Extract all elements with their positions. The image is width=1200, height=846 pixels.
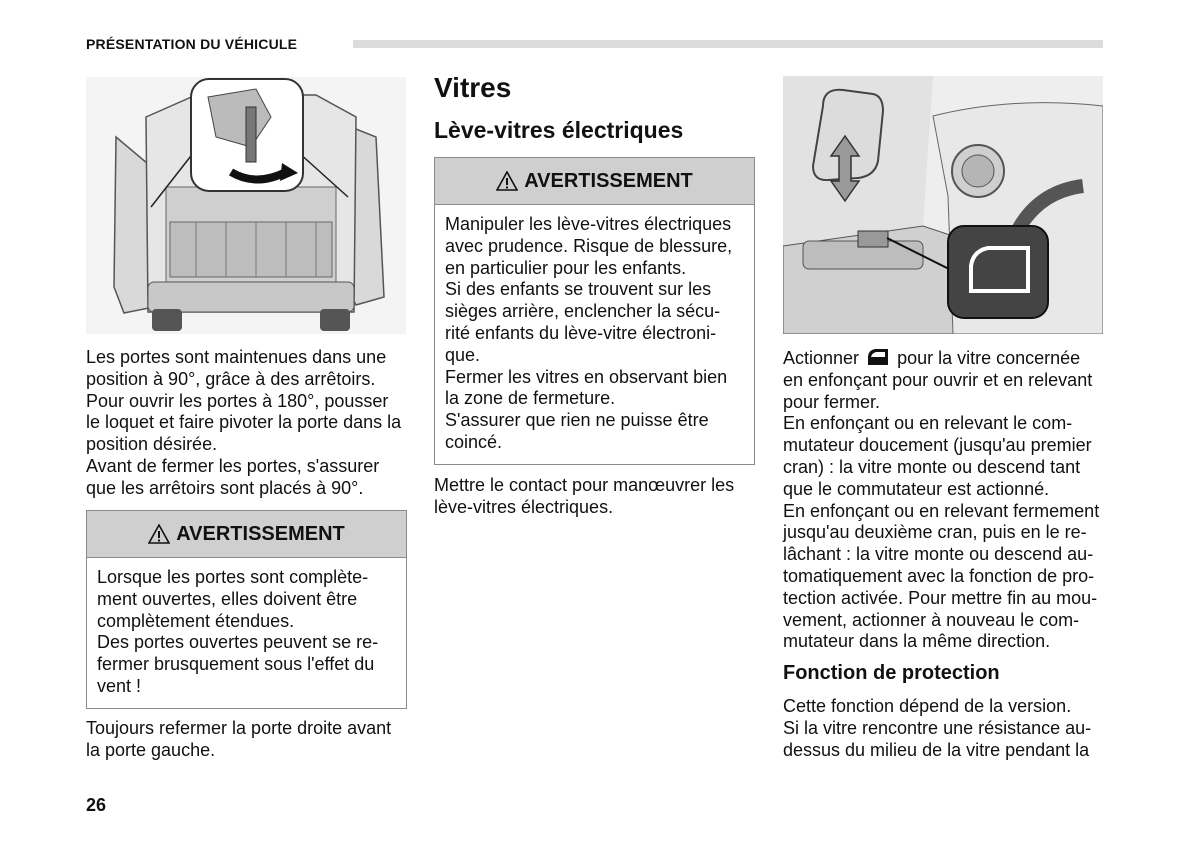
text-line: que. bbox=[445, 344, 481, 365]
warning-body bbox=[87, 558, 406, 708]
section-title: Vitres bbox=[434, 72, 512, 103]
text-line: coincé. bbox=[445, 431, 503, 452]
window-switch-illustration bbox=[783, 76, 1103, 334]
text-line: que les arrêtoirs sont placés à 90°. bbox=[86, 477, 364, 498]
section-subtitle: Lève-vitres électriques bbox=[434, 117, 684, 143]
text-segment: Actionner bbox=[783, 348, 860, 368]
text-line: jusqu'au deuxième cran, puis en le re- bbox=[783, 522, 1087, 543]
warning-header bbox=[435, 158, 754, 205]
text-line: avec prudence. Risque de blessure, bbox=[445, 235, 733, 256]
text-line: lève-vitres électriques. bbox=[434, 496, 614, 517]
text-line: En enfonçant ou en relevant le com- bbox=[783, 413, 1073, 434]
warning-triangle-icon bbox=[148, 524, 170, 544]
text-line: Fermer les vitres en observant bien bbox=[445, 366, 728, 387]
text-line: la porte gauche. bbox=[86, 739, 216, 760]
text-line: Des portes ouvertes peuvent se re- bbox=[97, 632, 379, 653]
doors-paragraph bbox=[86, 347, 406, 500]
protection-heading: Fonction de protection bbox=[783, 662, 1000, 684]
text-line: pour fermer. bbox=[783, 391, 881, 412]
warning-triangle-icon bbox=[496, 171, 518, 191]
text-line: Pour ouvrir les portes à 180°, pousser bbox=[86, 390, 389, 411]
text-line: ment ouvertes, elles doivent être bbox=[97, 588, 358, 609]
warning-header bbox=[87, 511, 406, 558]
window-switch-icon bbox=[866, 347, 890, 367]
text-line: sièges arrière, enclencher la sécu- bbox=[445, 301, 721, 322]
protection-paragraph bbox=[783, 696, 1113, 761]
text-line: cran) : la vitre monte ou descend tant bbox=[783, 456, 1081, 477]
text-line: lâchant : la vitre monte ou descend au- bbox=[783, 544, 1094, 565]
text-line: le loquet et faire pivoter la porte dans la bbox=[86, 412, 402, 433]
text-segment: pour la vitre concernée bbox=[897, 348, 1081, 368]
closing-order-paragraph bbox=[86, 718, 406, 762]
text-line: Toujours refermer la porte droite avant bbox=[86, 718, 392, 738]
text-line: vement, actionner à nouveau le com- bbox=[783, 609, 1080, 630]
text-line: en enfonçant pour ouvrir et en relevant bbox=[783, 369, 1093, 390]
rear-doors-illustration bbox=[86, 77, 406, 334]
text-line: position désirée. bbox=[86, 434, 218, 455]
text-line: position à 90°, grâce à des arrêtoirs. bbox=[86, 368, 376, 389]
text-line: fermer brusquement sous l'effet du bbox=[97, 654, 375, 675]
text-line: la zone de fermeture. bbox=[445, 388, 616, 409]
text-line: mutateur doucement (jusqu'au premier bbox=[783, 435, 1092, 456]
text-line: dessus du milieu de la vitre pendant la bbox=[783, 739, 1090, 760]
text-line: en particulier pour les enfants. bbox=[445, 257, 687, 278]
text-line: Avant de fermer les portes, s'assurer bbox=[86, 455, 380, 476]
text-line: En enfonçant ou en relevant fermement bbox=[783, 500, 1100, 521]
warning-body bbox=[435, 205, 754, 464]
text-line: Manipuler les lève-vitres électriques bbox=[445, 214, 732, 234]
running-header: PRÉSENTATION DU VÉHICULE bbox=[86, 36, 298, 52]
text-line: Lorsque les portes sont complète- bbox=[97, 567, 369, 587]
header-divider bbox=[353, 40, 1103, 48]
text-line: Si des enfants se trouvent sur les bbox=[445, 279, 712, 300]
warning-title: AVERTISSEMENT bbox=[176, 522, 345, 545]
text-line-with-icon bbox=[783, 347, 1113, 370]
doors-warning-box bbox=[86, 510, 407, 709]
window-operation-paragraph bbox=[783, 347, 1113, 653]
windows-warning-box bbox=[434, 157, 755, 465]
text-line: Cette fonction dépend de la version. bbox=[783, 696, 1072, 716]
text-line: complètement étendues. bbox=[97, 610, 295, 631]
text-line: Si la vitre rencontre une résistance au- bbox=[783, 717, 1092, 738]
text-line: S'assurer que rien ne puisse être bbox=[445, 410, 709, 431]
text-line: tection activée. Pour mettre fin au mou- bbox=[783, 587, 1098, 608]
page-number: 26 bbox=[86, 795, 107, 815]
text-line: Mettre le contact pour manœuvrer les bbox=[434, 475, 735, 495]
warning-title: AVERTISSEMENT bbox=[524, 169, 693, 192]
ignition-paragraph bbox=[434, 475, 754, 519]
text-line: que le commutateur est actionné. bbox=[783, 478, 1050, 499]
text-line: Les portes sont maintenues dans une bbox=[86, 347, 387, 367]
text-line: mutateur dans la même direction. bbox=[783, 631, 1051, 652]
text-line: vent ! bbox=[97, 675, 142, 696]
text-line: rité enfants du lève-vitre électroni- bbox=[445, 322, 717, 343]
text-line: tomatiquement avec la fonction de pro- bbox=[783, 565, 1095, 586]
